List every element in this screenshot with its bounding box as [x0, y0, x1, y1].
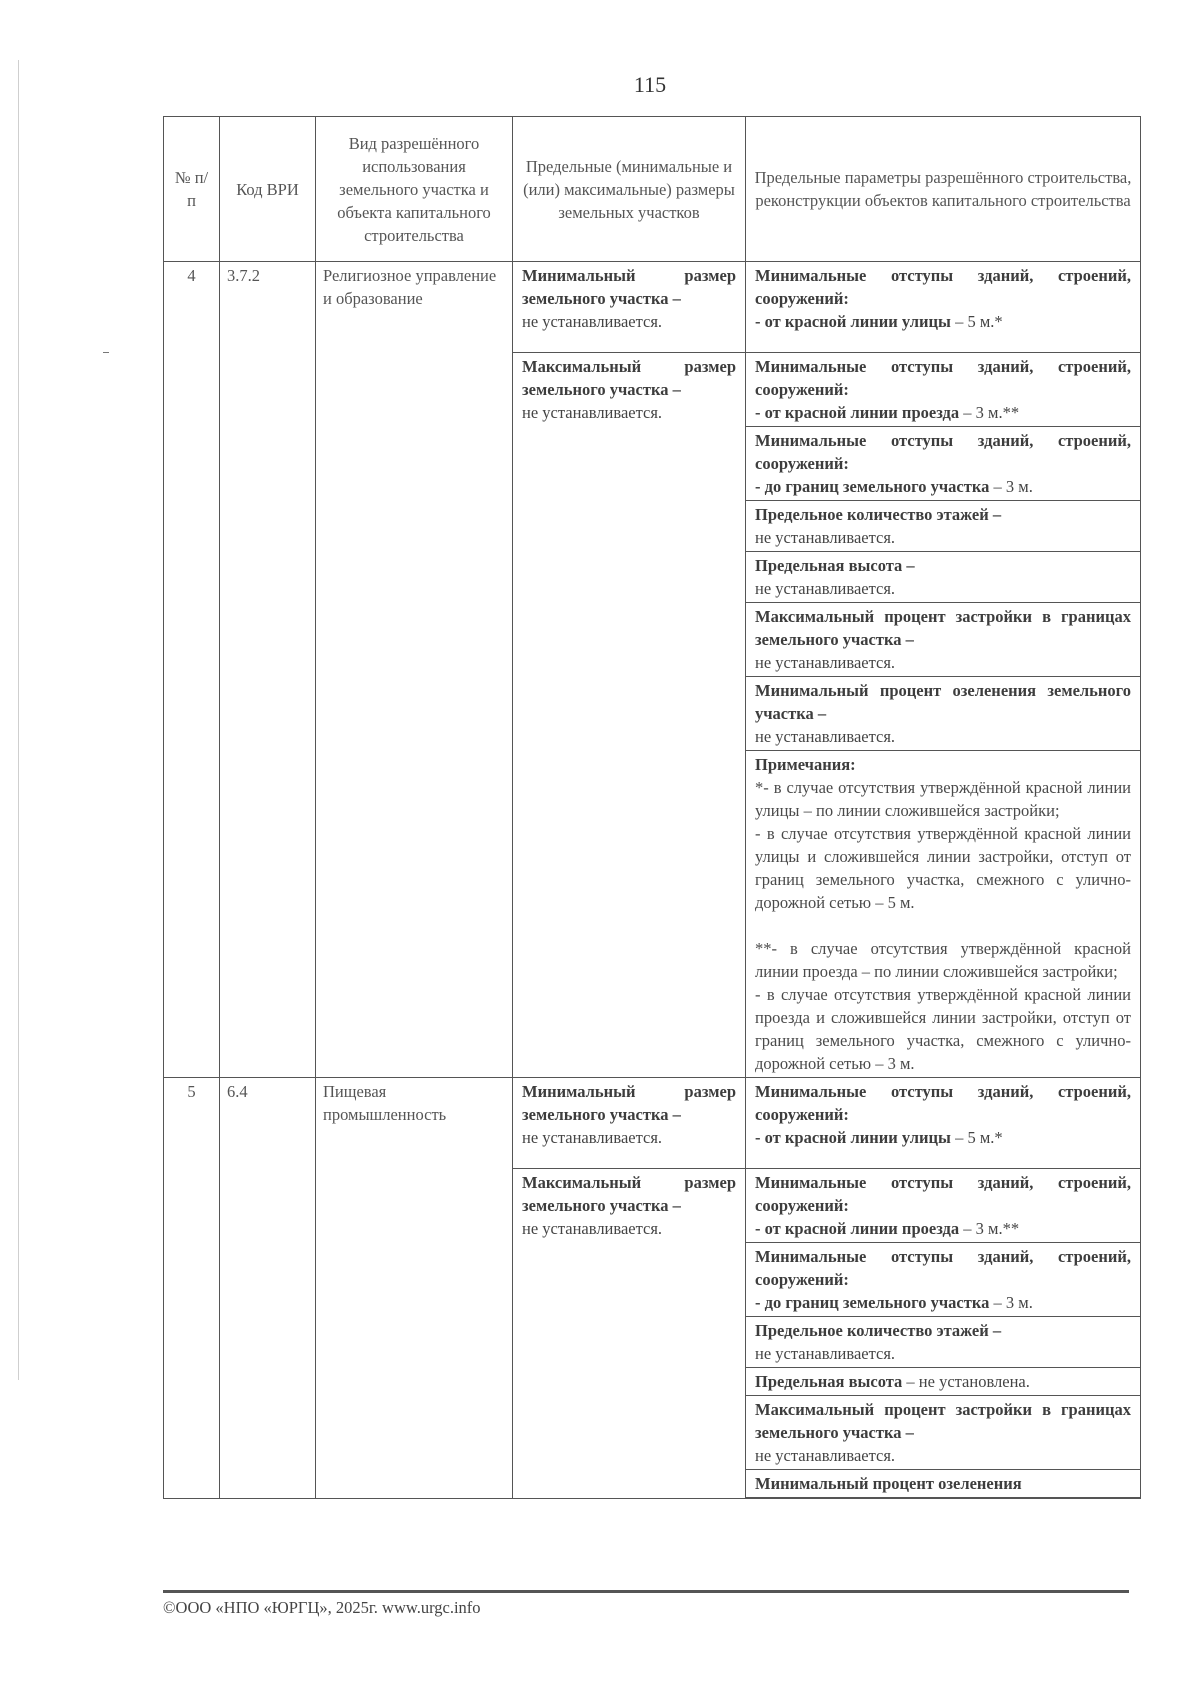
scan-edge-mark [18, 60, 19, 1380]
max-plot-size-cell [513, 353, 746, 1078]
setback-driveway-label: Минимальные отступы зданий, строений, сооружений: [755, 1173, 1131, 1215]
notes-title: Примечания: [755, 755, 856, 774]
regulations-table-container [163, 116, 1140, 1562]
table-header-row [164, 117, 1141, 262]
greenery-cell [746, 1470, 1141, 1498]
greenery-label: Минимальный процент озеленения [755, 1474, 1022, 1493]
row-number: 4 [164, 262, 220, 1078]
setback-boundary-value: – 3 м. [989, 1293, 1033, 1312]
min-plot-size-label: Минимальный размер земельного участка – [522, 266, 736, 308]
header-number: № п/п [164, 117, 220, 262]
setback-boundary-cell [746, 1243, 1141, 1317]
height-value: – не установлена. [902, 1372, 1030, 1391]
coverage-cell [746, 603, 1141, 677]
note-driveway-2: - в случае отсутствия утверждённой красной линии проезда и сложившейся линии застройки, отступ от границ земельного участка, смежного с улично-дорожной сетью – 3 м. [755, 985, 1131, 1073]
filler-cell [746, 1498, 1141, 1499]
floors-label: Предельное количество этажей – [755, 1321, 1002, 1340]
header-use-type: Вид разрешённого использования земельного участка и объекта капитального строительства [316, 117, 513, 262]
setback-boundary-label: Минимальные отступы зданий, строений, сооружений: [755, 1247, 1131, 1289]
table-row [164, 262, 1141, 353]
setback-street-detail: - от красной линии улицы [755, 312, 951, 331]
setback-boundary-value: – 3 м. [989, 477, 1033, 496]
setback-boundary-detail: - до границ земельного участка [755, 1293, 990, 1312]
max-plot-size-value: не устанавливается. [522, 403, 663, 422]
setback-boundary-label: Минимальные отступы зданий, строений, сооружений: [755, 431, 1131, 473]
setback-street-cell [746, 262, 1141, 353]
floors-value: не устанавливается. [755, 1344, 896, 1363]
setback-driveway-value: – 3 м.** [959, 1219, 1020, 1238]
max-plot-size-label: Максимальный размер земельного участка – [522, 1173, 736, 1215]
regulations-table [163, 116, 1141, 1499]
footer-divider [163, 1590, 1129, 1593]
setback-street-value: – 5 м.* [950, 312, 1003, 331]
floors-cell [746, 1317, 1141, 1368]
row-number: 5 [164, 1078, 220, 1499]
height-label: Предельная высота [755, 1372, 903, 1391]
header-construction-params: Предельные параметры разрешённого строительства, реконструкции объектов капитального строительства [746, 117, 1141, 262]
setback-driveway-cell [746, 1169, 1141, 1243]
height-label: Предельная высота – [755, 556, 915, 575]
min-plot-size-cell [513, 1078, 746, 1169]
setback-street-label: Минимальные отступы зданий, строений, сооружений: [755, 1082, 1131, 1124]
setback-street-value: – 5 м.* [950, 1128, 1003, 1147]
coverage-label: Максимальный процент застройки в границах земельного участка – [755, 1400, 1131, 1442]
row-use-type: Пищевая промышленность [316, 1078, 513, 1499]
max-plot-size-value: не устанавливается. [522, 1219, 663, 1238]
row-code: 6.4 [220, 1078, 316, 1499]
page-number: 115 [633, 72, 667, 97]
coverage-value: не устанавливается. [755, 653, 896, 672]
row-use-type: Религиозное управление и образование [316, 262, 513, 1078]
header-plot-sizes: Предельные (минимальные и (или) максимальные) размеры земельных участков [513, 117, 746, 262]
setback-street-detail: - от красной линии улицы [755, 1128, 951, 1147]
greenery-value: не устанавливается. [755, 727, 896, 746]
max-plot-size-label: Максимальный размер земельного участка – [522, 357, 736, 399]
notes-spacer [755, 914, 1131, 937]
note-driveway-1: **- в случае отсутствия утверждённой красной линии проезда – по линии сложившейся застройки; [755, 939, 1131, 981]
coverage-value: не устанавливается. [755, 1446, 896, 1465]
note-street-1: *- в случае отсутствия утверждённой красной линии улицы – по линии сложившейся застройки; [755, 778, 1131, 820]
coverage-cell [746, 1396, 1141, 1470]
setback-street-label: Минимальные отступы зданий, строений, сооружений: [755, 266, 1131, 308]
height-cell [746, 1368, 1141, 1396]
floors-value: не устанавливается. [755, 528, 896, 547]
floors-label: Предельное количество этажей – [755, 505, 1002, 524]
setback-driveway-label: Минимальные отступы зданий, строений, сооружений: [755, 357, 1131, 399]
table-row [164, 1078, 1141, 1169]
height-cell [746, 552, 1141, 603]
setback-driveway-value: – 3 м.** [959, 403, 1020, 422]
floors-cell [746, 501, 1141, 552]
setback-street-cell [746, 1078, 1141, 1169]
setback-driveway-detail: - от красной линии проезда [755, 403, 960, 422]
scan-artifact [103, 352, 109, 353]
note-street-2: - в случае отсутствия утверждённой красной линии улицы и сложившейся линии застройки, отступ от границ земельного участка, смежного с улично-дорожной сетью – 5 м. [755, 824, 1131, 912]
greenery-label: Минимальный процент озеленения земельного участка – [755, 681, 1131, 723]
height-value: не устанавливается. [755, 579, 896, 598]
setback-driveway-cell [746, 353, 1141, 427]
greenery-cell [746, 677, 1141, 751]
setback-boundary-detail: - до границ земельного участка [755, 477, 990, 496]
setback-driveway-detail: - от красной линии проезда [755, 1219, 960, 1238]
row-code: 3.7.2 [220, 262, 316, 1078]
header-code: Код ВРИ [220, 117, 316, 262]
min-plot-size-cell [513, 262, 746, 353]
notes-cell [746, 751, 1141, 1078]
min-plot-size-value: не устанавливается. [522, 1128, 663, 1147]
min-plot-size-value: не устанавливается. [522, 312, 663, 331]
min-plot-size-label: Минимальный размер земельного участка – [522, 1082, 736, 1124]
setback-boundary-cell [746, 427, 1141, 501]
max-plot-size-cell [513, 1169, 746, 1499]
footer-copyright: ©ООО «НПО «ЮРГЦ», 2025г. www.urgc.info [163, 1598, 481, 1617]
coverage-label: Максимальный процент застройки в границах земельного участка – [755, 607, 1131, 649]
